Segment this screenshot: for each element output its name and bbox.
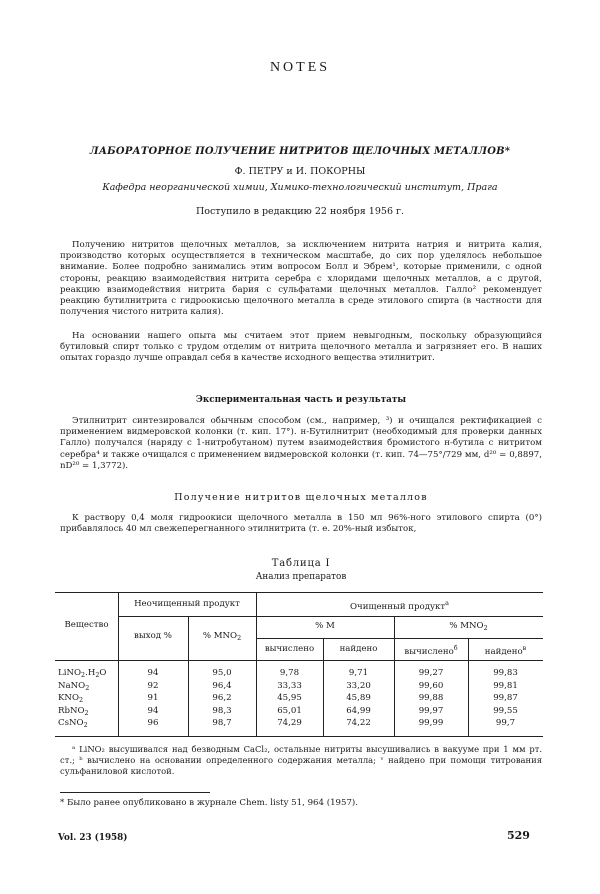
table-bottom-rule [55,736,543,737]
cell-x-calc: 99,27 [418,668,444,678]
table-rule-crude-sub [118,616,256,617]
cell-m-calc: 45,95 [277,693,302,704]
article-affiliation: Кафедра неорганической химии, Химико-технологический институт, Прага [102,182,498,193]
cell-mno2: 96,2 [212,693,232,704]
header-crude: Неочищенный продукт [134,599,240,609]
cell-x-calc: 99,97 [418,705,444,716]
experimental-paragraph: Этилнитрит синтезировался обычным способом (см., например, ³) и очищался ректификацией с применением видмеровской колонки (т. кип. 17°). н-Бутилнитрит (необходимый для проверки данных Галло) получался (наряду с 1-нитробутаном) путем взаимодействия бромистого н-бутила с нитритом серебра⁴ и также очищался с применением видмеровской колонки (т. кип. 74—75°/729 мм, d²⁰ = 0,8897, nD²⁰ = 1,3772). [60,416,542,471]
header-mno2: % $MNO_2$ [202,631,242,642]
footer-journal: Vol. 23 (1958) [58,833,128,843]
article-authors: Ф. ПЕТРУ и И. ПОКОРНЫ [234,166,366,177]
table-rule-purified-sub [256,616,543,617]
intro-paragraph-1: Получению нитритов щелочных металлов, за исключением нитрита натрия и нитрита калия, производство которых осуществляется в техническом масштабе, до сих пор уделялось небольшое внимание. Более подробно занимались этим вопросом Болл и Эбрем¹, которые применили, с одной стороны, реакцию взаимодействия нитрита серебра с хлоридами щелочных металлов, а с другой, реакцию взаимодействия нитрита бария с сульфатами щелочных металлов. Галло² рекомендует реакцию бутилнитрита с гидроокисью щелочного металла в среде этилового спирта (в частности для получения чистого нитрита калия). [60,240,542,318]
table-header-rule [55,660,543,661]
header-percent-m: % M [315,621,335,631]
star-footnote: * Было ранее опубликовано в журнале Chem. listy 51, 964 (1957). [60,798,359,808]
header-percent-mno2: % $MNO_2$ [449,621,488,632]
cell-mno2: 95,0 [212,668,232,678]
cell-m-calc: 74,29 [277,718,302,729]
page-number: 529 [507,829,530,842]
cell-x-found: 99,83 [493,668,518,678]
cell-x-found: 99,81 [493,680,518,691]
cell-formula: $LiNO_2.H_2O$ [58,668,107,679]
table-subtitle: Анализ препаратов [255,572,347,582]
cell-formula: CsNO$_2$ [58,718,88,730]
cell-x-calc: 99,99 [418,718,444,729]
preparation-heading: Получение нитритов щелочных металлов [174,492,428,503]
cell-yield: 92 [147,680,159,691]
experimental-heading: Экспериментальная часть и результаты [195,395,407,405]
cell-mno2: 96,4 [212,680,232,691]
table-rule-purified-sub2 [256,638,543,639]
table-top-rule [55,592,543,593]
cell-m-found: 9,71 [348,668,369,678]
cell-yield: 96 [147,718,159,729]
header-purified: Очищенный продукт$^a$ [350,599,449,612]
cell-yield: 94 [147,668,159,678]
cell-formula: NaNO$_2$ [58,680,90,692]
section-heading: NOTES [269,60,331,75]
header-substance: Вещество [64,620,109,630]
cell-yield: 94 [147,705,159,716]
cell-mno2: 98,7 [212,718,232,729]
received-date: Поступило в редакцию 22 ноября 1956 г. [195,206,405,217]
footnote-rule [60,792,210,793]
header-calc-mno2: вычислено$^б$ [404,644,458,657]
cell-x-found: 99,55 [493,705,518,716]
cell-m-found: 64,99 [346,705,371,716]
cell-formula: RbNO$_2$ [58,705,89,717]
header-calc-m: вычислено [264,644,315,654]
cell-mno2: 98,3 [212,705,232,716]
cell-m-found: 74,22 [346,718,371,729]
cell-m-calc: 9,78 [279,668,300,678]
intro-paragraph-2: На основании нашего опыта мы считаем этот прием невыгодным, поскольку образующийся бутиловый спирт только с трудом отделим от нитрита щелочного металла и загрязняет его. В наших опытах гораздо лучше оправдал себя в качестве исходного вещества этилнитрит. [60,331,542,364]
cell-x-calc: 99,60 [418,680,444,691]
table-footnote: ᵃ LiNO₂ высушивался над безводным CaCl₂, остальные нитриты высушивались в вакууме при 1 мм рт. ст.; ᵇ вычислено на основании определенного содержания металла; ᵛ найдено при помощи титрования сульфаниловой кислотой. [60,744,542,776]
cell-x-calc: 99,88 [418,693,444,704]
cell-formula: $KNO_2$ [58,693,84,705]
cell-m-calc: 65,01 [277,705,302,716]
cell-m-calc: 33,33 [277,680,302,691]
header-found-mno2: найдено$^в$ [484,644,527,657]
cell-x-found: 99,87 [493,693,518,704]
cell-x-found: 99,7 [495,718,516,729]
preparation-paragraph: К раствору 0,4 моля гидроокиси щелочного металла в 150 мл 96%-ного этилового спирта (0°) прибавлялось 40 мл свежеперегнанного этилнитрита (т. е. 20%-ный избыток, [60,513,542,535]
header-yield: выход % [134,631,172,641]
article-title: ЛАБОРАТОРНОЕ ПОЛУЧЕНИЕ НИТРИТОВ ЩЕЛОЧНЫХ МЕТАЛЛОВ* [89,146,511,157]
table-title: Таблица I [271,558,331,569]
cell-yield: 91 [147,693,159,704]
header-found-m: найдено [339,644,378,654]
cell-m-found: 33,20 [346,680,371,691]
cell-m-found: 45,89 [346,693,371,704]
